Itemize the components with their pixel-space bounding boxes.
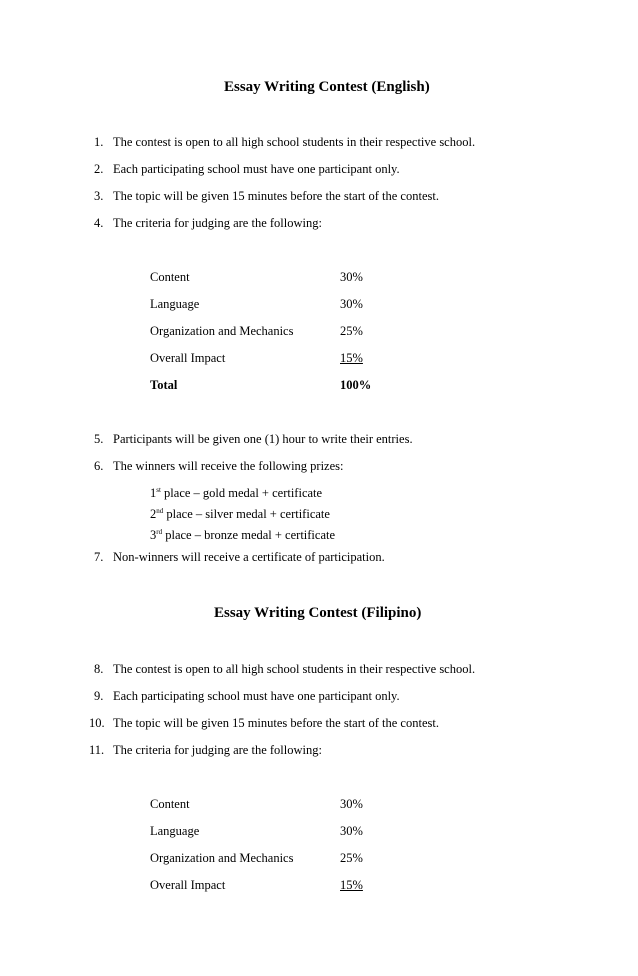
item-number: 11. bbox=[89, 743, 105, 757]
item-text: Non-winners will receive a certificate of participation. bbox=[113, 550, 385, 564]
item-text: The topic will be given 15 minutes before the start of the contest. bbox=[113, 716, 439, 730]
prize-ordinal-suffix: rd bbox=[156, 527, 163, 536]
criteria-value: 30% bbox=[340, 824, 363, 838]
item-text: The contest is open to all high school students in their respective school. bbox=[113, 135, 476, 149]
total-label: Total bbox=[150, 378, 178, 392]
prize-text: place – silver medal + certificate bbox=[163, 507, 330, 521]
item-number: 4. bbox=[94, 216, 104, 230]
filipino-title: Essay Writing Contest (Filipino) bbox=[214, 605, 422, 621]
criteria-label: Overall Impact bbox=[150, 878, 226, 892]
english-title: Essay Writing Contest (English) bbox=[224, 79, 430, 95]
prize-ordinal: 2 bbox=[150, 507, 157, 521]
item-number: 6. bbox=[94, 459, 104, 473]
prize-line bbox=[150, 528, 335, 543]
item-number: 10. bbox=[89, 716, 105, 730]
criteria-label: Content bbox=[150, 270, 190, 284]
item-text: The winners will receive the following prizes: bbox=[113, 459, 344, 473]
criteria-value: 15% bbox=[340, 351, 363, 365]
item-number: 9. bbox=[94, 689, 104, 703]
prize-ordinal-suffix: nd bbox=[156, 506, 164, 515]
item-text: The criteria for judging are the following: bbox=[113, 216, 322, 230]
item-text: The contest is open to all high school students in their respective school. bbox=[113, 662, 476, 676]
item-text: Participants will be given one (1) hour to write their entries. bbox=[113, 432, 413, 446]
prize-line bbox=[150, 486, 322, 501]
prize-ordinal-suffix: st bbox=[156, 485, 161, 494]
criteria-value: 30% bbox=[340, 297, 363, 311]
item-text: Each participating school must have one participant only. bbox=[113, 162, 400, 176]
prize-ordinal: 1 bbox=[150, 486, 157, 500]
criteria-label: Organization and Mechanics bbox=[150, 851, 294, 865]
criteria-value: 25% bbox=[340, 851, 363, 865]
item-number: 3. bbox=[94, 189, 104, 203]
criteria-value: 30% bbox=[340, 270, 363, 284]
criteria-label: Language bbox=[150, 824, 200, 838]
criteria-label: Language bbox=[150, 297, 200, 311]
criteria-value: 25% bbox=[340, 324, 363, 338]
item-number: 8. bbox=[94, 662, 104, 676]
item-number: 5. bbox=[94, 432, 104, 446]
criteria-label: Organization and Mechanics bbox=[150, 324, 294, 338]
criteria-label: Content bbox=[150, 797, 190, 811]
prize-text: place – gold medal + certificate bbox=[160, 486, 323, 500]
total-value: 100% bbox=[340, 378, 372, 392]
criteria-value: 30% bbox=[340, 797, 363, 811]
item-number: 1. bbox=[94, 135, 104, 149]
prize-ordinal: 3 bbox=[150, 528, 157, 542]
criteria-value: 15% bbox=[340, 878, 363, 892]
prize-text: place – bronze medal + certificate bbox=[162, 528, 336, 542]
item-text: Each participating school must have one participant only. bbox=[113, 689, 400, 703]
item-number: 7. bbox=[94, 550, 104, 564]
item-text: The criteria for judging are the following: bbox=[113, 743, 322, 757]
item-number: 2. bbox=[94, 162, 104, 176]
criteria-label: Overall Impact bbox=[150, 351, 226, 365]
item-text: The topic will be given 15 minutes before the start of the contest. bbox=[113, 189, 439, 203]
prize-line bbox=[150, 507, 330, 522]
